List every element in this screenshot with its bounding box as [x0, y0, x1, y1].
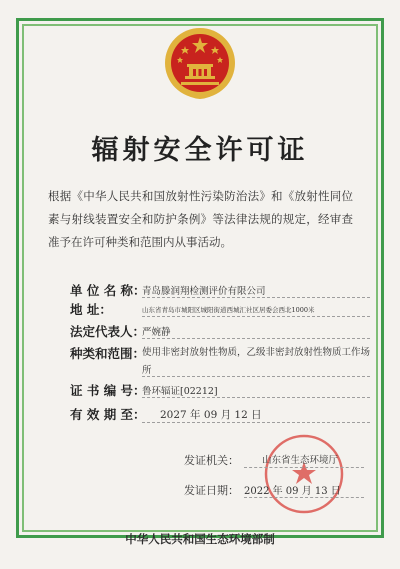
intro-paragraph: 根据《中华人民共和国放射性污染防治法》和《放射性同位素与射线装置安全和防护条例》等法律法规的规定，经审查准予在许可种类和范围内从事活动。: [48, 189, 353, 249]
address-rule: [142, 316, 370, 317]
legal-rep-label: 法定代表人：: [70, 324, 146, 339]
cert-no-value: 鲁环辐证[02212]: [142, 386, 218, 397]
unit-name-value: 青岛滕润翔检测评价有限公司: [142, 286, 266, 297]
unit-name-rule: [142, 297, 370, 298]
scope-value: 使用非密封放射性物质，乙级非密封放射性物质工作场所: [142, 347, 371, 376]
issue-date-value: 2022 年 09 月 13 日: [244, 486, 341, 497]
issuer-label: 发证机关：: [184, 454, 239, 467]
address-value: 山东省青岛市城阳区城阳街道西城汇社区居委会西北1000米: [142, 306, 315, 314]
national-emblem-icon: [163, 26, 237, 100]
certificate-title: 辐射安全许可证: [91, 135, 309, 166]
cert-no-rule: [142, 397, 370, 398]
official-seal-icon: [262, 432, 346, 516]
issuer-value: 山东省生态环境厅: [262, 455, 339, 466]
valid-until-value: 2027 年 09 月 12 日: [160, 409, 262, 421]
issue-date-label: 发证日期：: [184, 484, 239, 497]
issuer-rule: [244, 467, 364, 468]
valid-until-rule: [142, 422, 370, 423]
legal-rep-rule: [142, 338, 370, 339]
address-label: 地 址：: [70, 302, 112, 317]
scope-label: 种类和范围：: [70, 346, 146, 361]
legal-rep-value: 严婉静: [142, 327, 171, 338]
cert-no-label: 证 书 编 号：: [70, 383, 146, 398]
unit-name-label: 单 位 名 称：: [70, 283, 146, 298]
scope-rule: [142, 376, 370, 377]
valid-until-label: 有 效 期 至：: [70, 407, 146, 422]
footer-issuer: 中华人民共和国生态环境部制: [125, 532, 275, 546]
issue-date-rule: [244, 497, 364, 498]
